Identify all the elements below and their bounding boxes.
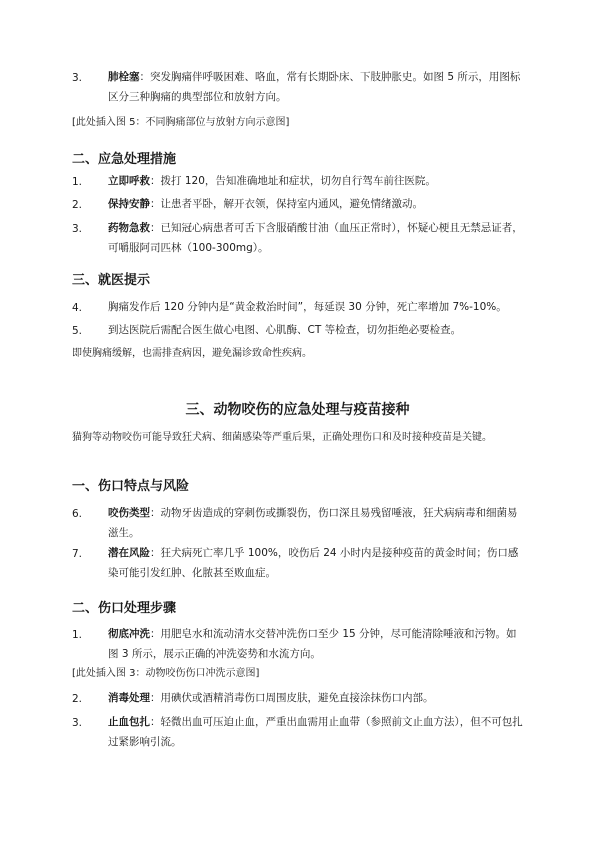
- list-number: 1.: [72, 176, 83, 188]
- item-text: ：让患者平卧，解开衣领，保持室内通风，避免情绪激动。: [150, 198, 423, 210]
- list-item: [108, 297, 526, 317]
- item-text: 到达医院后需配合医生做心电图、心肌酶、CT 等检查，切勿拒绝必要检查。: [108, 324, 462, 336]
- figure-placeholder: [此处插入图 5：不同胸痛部位与放射方向示意图]: [72, 117, 290, 128]
- intro-paragraph: 猫狗等动物咬伤可能导致狂犬病、细菌感染等严重后果，正确处理伤口和及时接种疫苗是关键。: [72, 432, 492, 443]
- list-item: [108, 320, 526, 340]
- item-text: ：用肥皂水和流动清水交替冲洗伤口至少 15 分钟，尽可能清除唾液和污物。如图 3 所示，展示正确的冲洗姿势和水流方向。: [108, 628, 517, 660]
- item-text: 胸痛发作后 120 分钟内是“黄金救治时间”，每延误 30 分钟，死亡率增加 7%-10%。: [108, 301, 507, 313]
- chapter-title: 三、动物咬伤的应急处理与疫苗接种: [185, 402, 410, 418]
- item-text: ：拨打 120，告知准确地址和症状，切勿自行驾车前往医院。: [150, 175, 436, 187]
- list-item: [108, 712, 526, 752]
- list-number: 3.: [72, 717, 83, 729]
- section-heading: 一、伤口特点与风险: [72, 479, 190, 494]
- section-heading: 二、伤口处理步骤: [72, 601, 177, 616]
- item-term: 潜在风险: [108, 547, 150, 559]
- list-number: 3.: [72, 223, 83, 235]
- list-number: 3.: [72, 72, 83, 84]
- item-text: ：已知冠心病患者可舌下含服硝酸甘油（血压正常时），怀疑心梗且无禁忌证者，可嚼服阿司匹林（100-300mg）。: [108, 222, 523, 254]
- item-term: 保持安静: [108, 198, 150, 210]
- item-text: ：动物牙齿造成的穿刺伤或撕裂伤，伤口深且易残留唾液，狂犬病病毒和细菌易滋生。: [108, 507, 518, 539]
- item-text: ：突发胸痛伴呼吸困难、咯血，常有长期卧床、下肢肿胀史。如图 5 所示，用图标区分三种胸痛的典型部位和放射方向。: [108, 71, 521, 103]
- list-item: [108, 171, 526, 191]
- item-text: ：轻微出血可压迫止血，严重出血需用止血带（参照前文止血方法），但不可包扎过紧影响引流。: [108, 716, 523, 748]
- list-number: 7.: [72, 548, 83, 560]
- item-term: 止血包扎: [108, 716, 150, 728]
- list-number: 6.: [72, 508, 83, 520]
- item-term: 肺栓塞: [108, 71, 140, 83]
- list-number: 2.: [72, 199, 83, 211]
- list-number: 1.: [72, 629, 83, 641]
- item-term: 消毒处理: [108, 692, 150, 704]
- list-number: 4.: [72, 302, 83, 314]
- item-term: 药物急救: [108, 222, 150, 234]
- list-number: 2.: [72, 693, 83, 705]
- item-term: 彻底冲洗: [108, 628, 150, 640]
- list-item: [108, 67, 526, 107]
- list-item: [108, 688, 526, 708]
- note-paragraph: 即使胸痛缓解，也需排查病因，避免漏诊致命性疾病。: [72, 348, 312, 359]
- figure-placeholder: [此处插入图 3：动物咬伤伤口冲洗示意图]: [72, 668, 260, 679]
- item-text: ：用碘伏或酒精消毒伤口周围皮肤，避免直接涂抹伤口内部。: [150, 692, 434, 704]
- item-term: 咬伤类型: [108, 507, 150, 519]
- item-text: ：狂犬病死亡率几乎 100%，咬伤后 24 小时内是接种疫苗的黄金时间；伤口感染可能引发红肿、化脓甚至败血症。: [108, 547, 519, 579]
- item-term: 立即呼救: [108, 175, 150, 187]
- list-item: [108, 543, 526, 583]
- section-heading: 三、就医提示: [72, 273, 151, 288]
- section-heading: 二、应急处理措施: [72, 152, 177, 167]
- list-item: [108, 624, 526, 664]
- list-item: [108, 218, 526, 258]
- list-number: 5.: [72, 325, 83, 337]
- list-item: [108, 503, 526, 543]
- list-item: [108, 194, 526, 214]
